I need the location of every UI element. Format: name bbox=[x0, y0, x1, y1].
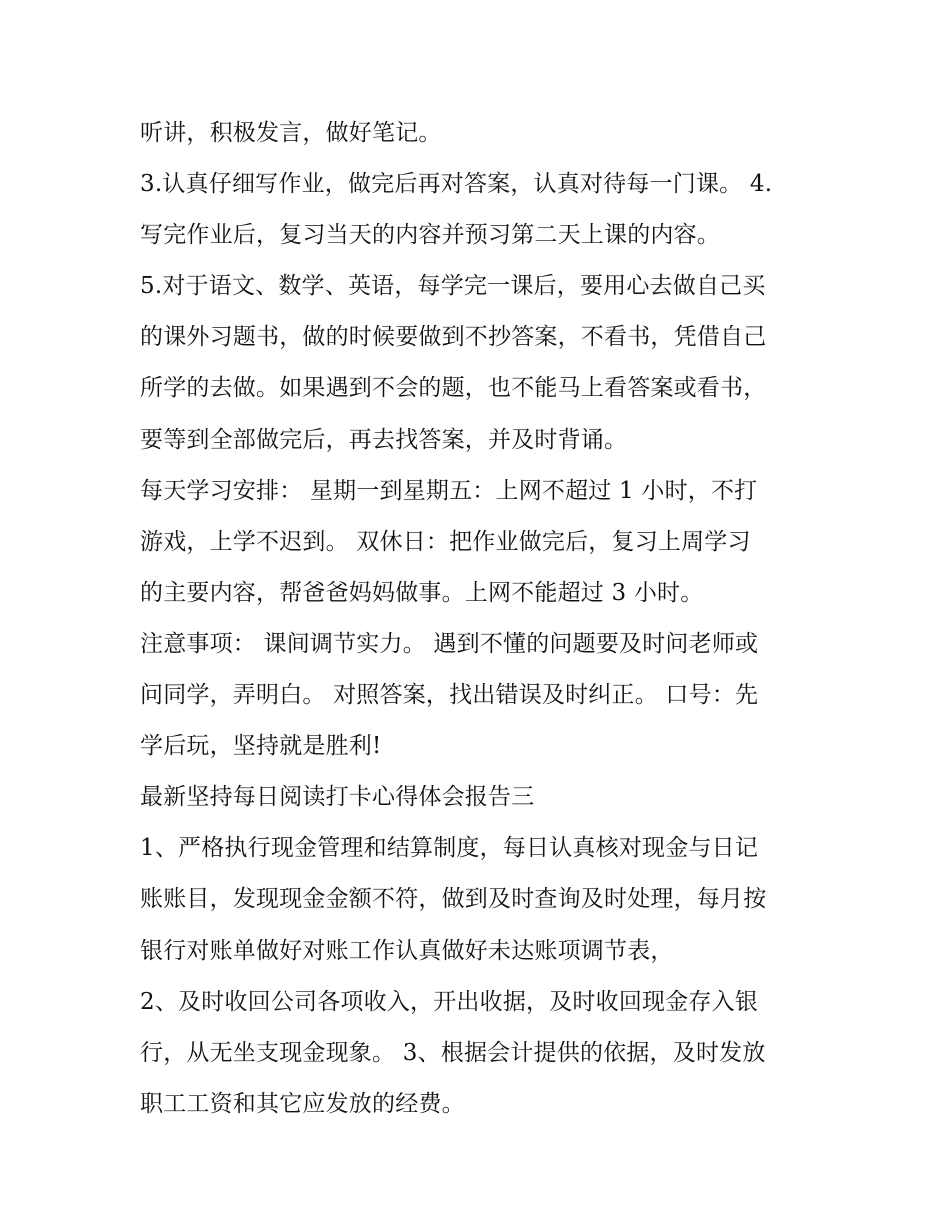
text-line: 银行对账单做好对账工作认真做好未达账项调节表， bbox=[140, 937, 674, 964]
text-line: 要等到全部做完后，再去找答案，并及时背诵。 bbox=[140, 426, 628, 453]
text-line: 写完作业后，复习当天的内容并预习第二天上课的内容。 bbox=[140, 222, 720, 249]
text-line: 注意事项： 课间调节实力。 遇到不懂的问题要及时问老师或 bbox=[140, 630, 759, 657]
text-line: 听讲，积极发言，做好笔记。 bbox=[140, 120, 442, 146]
text-line: 的课外习题书，做的时候要做到不抄答案，不看书，凭借自己 bbox=[140, 324, 767, 351]
section-heading: 最新坚持每日阅读打卡心得体会报告三 bbox=[140, 784, 535, 811]
text-line: 3.认真仔细写作业，做完后再对答案，认真对待每一门课。 4. bbox=[140, 171, 773, 198]
text-line: 每天学习安排： 星期一到星期五：上网不超过 1 小时，不打 bbox=[140, 477, 758, 504]
text-line: 行，从无坐支现金现象。 3、根据会计提供的依据，及时发放 bbox=[140, 1039, 766, 1066]
text-line: 2、及时收回公司各项收入，开出收据，及时收回现金存入银 bbox=[140, 988, 759, 1015]
text-line: 5.对于语文、数学、英语，每学完一课后，要用心去做自己买 bbox=[140, 273, 766, 300]
text-line: 游戏，上学不迟到。 双休日：把作业做完后，复习上周学习 bbox=[140, 528, 751, 555]
text-line: 所学的去做。如果遇到不会的题，也不能马上看答案或看书， bbox=[140, 375, 767, 402]
text-line: 问同学，弄明白。 对照答案，找出错误及时纠正。 口号：先 bbox=[140, 682, 759, 709]
document-body bbox=[140, 108, 820, 1130]
text-line: 账账目，发现现金金额不符，做到及时查询及时处理，每月按 bbox=[140, 886, 767, 913]
text-line: 1、严格执行现金管理和结算制度，每日认真核对现金与日记 bbox=[140, 835, 759, 862]
text-line: 学后玩，坚持就是胜利! bbox=[140, 733, 382, 760]
text-line: 的主要内容，帮爸爸妈妈做事。上网不能超过 3 小时。 bbox=[140, 579, 704, 606]
text-line: 职工工资和其它应发放的经费。 bbox=[140, 1090, 465, 1117]
